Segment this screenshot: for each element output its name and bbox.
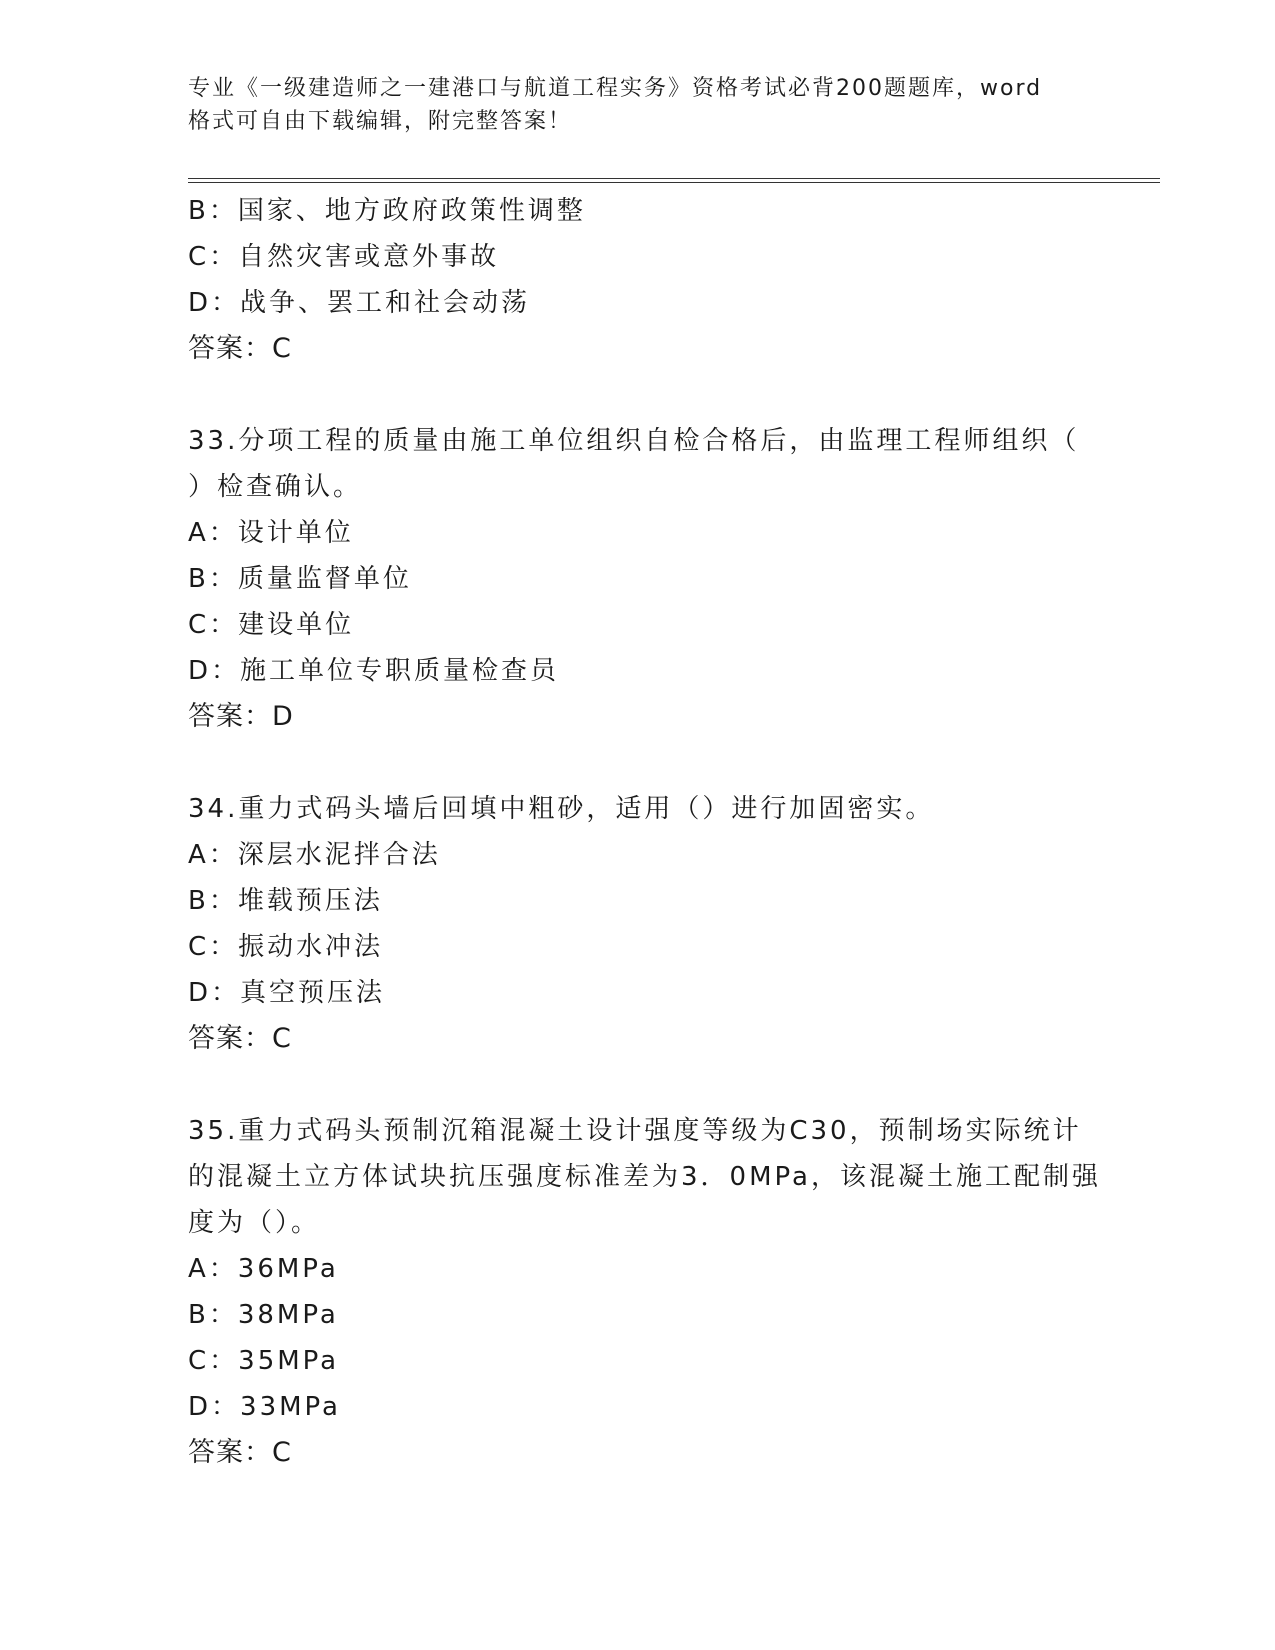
option-d: D：真空预压法 [188, 978, 386, 1008]
spacer [188, 372, 1108, 418]
option-c: C：自然灾害或意外事故 [188, 242, 500, 272]
option-d: D：施工单位专职质量检查员 [188, 656, 560, 686]
option-d: D：33MPa [188, 1392, 341, 1422]
answer-line: 答案：C [188, 1437, 292, 1468]
option-b: B：国家、地方政府政策性调整 [188, 196, 586, 226]
option-a: A：设计单位 [188, 518, 354, 548]
question-list [188, 188, 1108, 1476]
question-text-line: 34.重力式码头墙后回填中粗砂，适用（）进行加固密实。 [188, 794, 935, 824]
spacer [188, 1062, 1108, 1108]
document-header [188, 72, 1088, 138]
question-text-line: 度为（）。 [188, 1208, 321, 1238]
answer-line: 答案：C [188, 333, 292, 364]
question-35 [188, 1108, 1108, 1476]
answer-line: 答案：C [188, 1023, 292, 1054]
option-a: A：深层水泥拌合法 [188, 840, 441, 870]
question-text-line: 35.重力式码头预制沉箱混凝土设计强度等级为C30，预制场实际统计 [188, 1116, 1082, 1146]
header-title-line-2: 格式可自由下载编辑，附完整答案！ [188, 109, 573, 134]
option-c: C：建设单位 [188, 610, 355, 640]
option-d: D：战争、罢工和社会动荡 [188, 288, 531, 318]
spacer [188, 740, 1108, 786]
option-c: C：35MPa [188, 1346, 340, 1376]
question-text-line: 的混凝土立方体试块抗压强度标准差为3．0MPa，该混凝土施工配制强 [188, 1162, 1101, 1192]
option-b: B：38MPa [188, 1300, 339, 1330]
question-text [188, 418, 1108, 510]
question-text-line: ）检查确认。 [188, 472, 363, 502]
question-carryover [188, 188, 1108, 372]
question-33 [188, 418, 1108, 740]
header-title-line-1: 专业《一级建造师之一建港口与航道工程实务》资格考试必背200题题库，word [188, 76, 1043, 101]
header-divider [188, 178, 1160, 183]
option-b: B：质量监督单位 [188, 564, 412, 594]
option-b: B：堆载预压法 [188, 886, 383, 916]
question-34 [188, 786, 1108, 1062]
option-c: C：振动水冲法 [188, 932, 384, 962]
option-a: A：36MPa [188, 1254, 339, 1284]
question-text [188, 1108, 1108, 1246]
question-text-line: 33.分项工程的质量由施工单位组织自检合格后，由监理工程师组织（ [188, 426, 1080, 456]
answer-line: 答案：D [188, 701, 294, 732]
question-text [188, 786, 1108, 832]
